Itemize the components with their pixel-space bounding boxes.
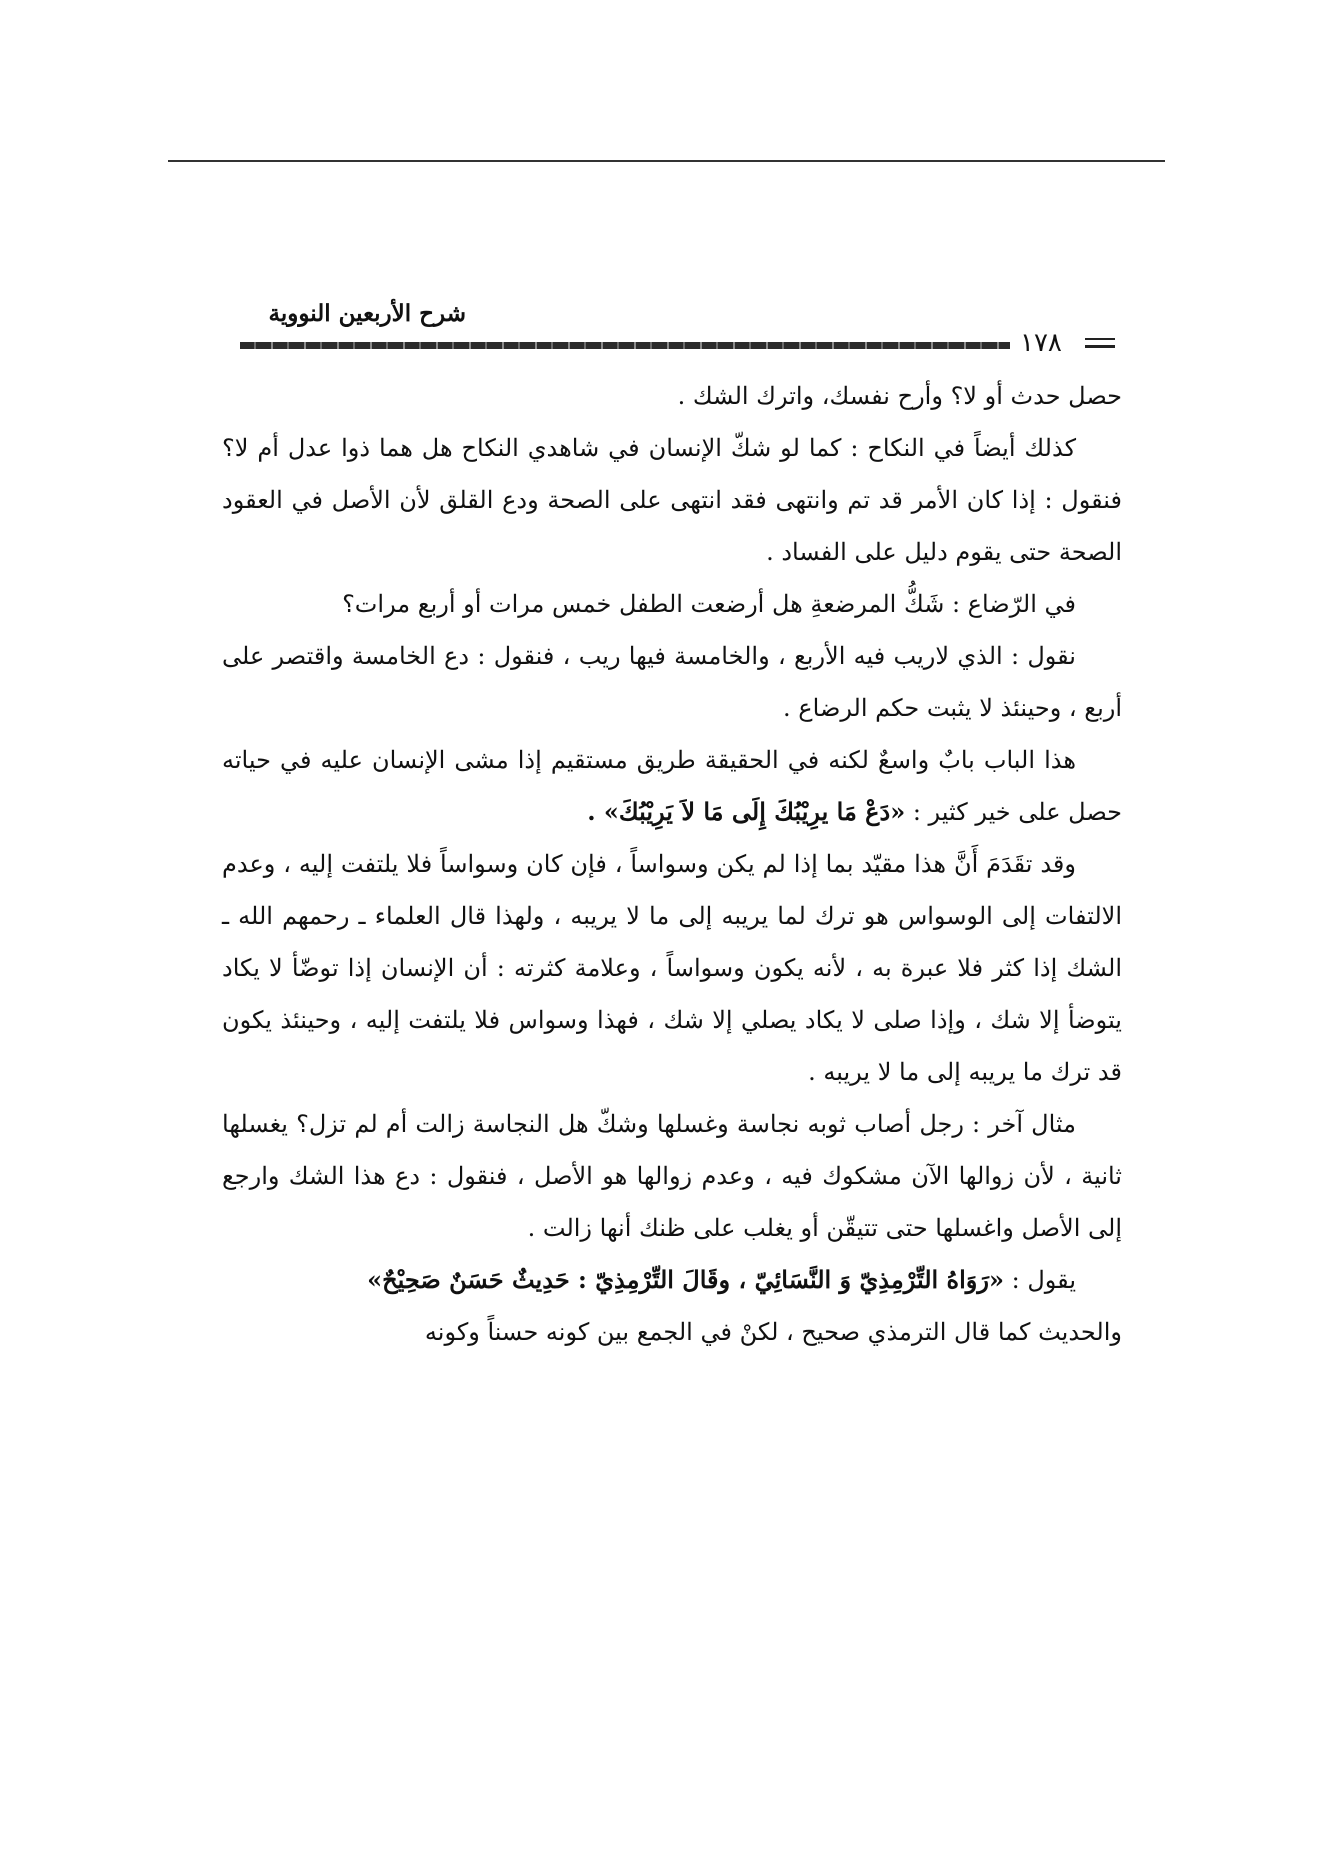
paragraph-text: كذلك أيضاً في النكاح : كما لو شكّ الإنسان في شاهدي النكاح هل هما ذوا عدل أم لا؟ فنقول : إذا كان الأمر قد تم وانتهى فقد انتهى على الصحة ودع القلق لأن الأصل في العقود الصحة حتى يقوم دليل على الفساد .	[222, 434, 1122, 566]
paragraph-text: حصل حدث أو لا؟ وأرح نفسك، واترك الشك .	[677, 382, 1122, 410]
paragraph-1	[222, 370, 1122, 422]
paragraph-5	[222, 734, 1122, 838]
paragraph-text: نقول : الذي لاريب فيه الأربع ، والخامسة فيها ريب ، فنقول : دع الخامسة واقتصر على أربع ، وحينئذ لا يثبت حكم الرضاع .	[222, 642, 1122, 722]
paragraph-text: في الرّضاع : شَكُّ المرضعةِ هل أرضعت الطفل خمس مرات أو أربع مرات؟	[342, 590, 1076, 618]
paragraph-9	[222, 1306, 1122, 1358]
paragraph-7	[222, 1098, 1122, 1254]
paragraph-text: والحديث كما قال الترمذي صحيح ، لكنْ في الجمع بين كونه حسناً وكونه	[424, 1318, 1122, 1346]
paragraph-text: وقد تقَدَمَ أَنَّ هذا مقيّد بما إذا لم يكن وسواساً ، فإن كان وسواساً فلا يلتفت إليه ، وعدم الالتفات إلى الوسواس هو ترك لما يريبه إلى ما لا يريبه ، ولهذا قال العلماء ـ رحمهم الله ـ الشك إذا كثر فلا عبرة به ، لأنه يكون وسواساً ، وعلامة كثرته : أن الإنسان إذا توضّأ لا يكاد يتوضأ إلا شك ، وإذا صلى لا يكاد يصلي إلا شك ، فهذا وسواس فلا يلتفت إليه ، وحينئذ يكون قد ترك ما يريبه إلى ما لا يريبه .	[222, 850, 1122, 1086]
running-title: شرح الأربعين النووية	[268, 300, 466, 327]
page-number-mark	[1085, 338, 1115, 348]
paragraph-text: هذا الباب بابٌ واسعٌ لكنه في الحقيقة طريق مستقيم إذا مشى الإنسان عليه في حياته حصل على خير كثير :	[222, 746, 1122, 826]
paragraph-3	[222, 578, 1122, 630]
paragraph-2	[222, 422, 1122, 578]
page-number: ١٧٨	[1020, 328, 1062, 358]
paragraph-8	[222, 1254, 1122, 1306]
narration-quote: «رَوَاهُ التِّرْمِذِيّ وَ النَّسَائِيّ ، وقَالَ التِّرْمِذِيّ : حَدِيثٌ حَسَنٌ صَحِيْحٌ»	[367, 1265, 1004, 1294]
top-rule	[168, 160, 1165, 162]
paragraph-text: يقول :	[1011, 1266, 1076, 1294]
paragraph-text: مثال آخر : رجل أصاب ثوبه نجاسة وغسلها وشكّ هل النجاسة زالت أم لم تزل؟ يغسلها ثانية ، لأن زوالها الآن مشكوك فيه ، وعدم زوالها هو الأصل ، فنقول : دع هذا الشك وارجع إلى الأصل واغسلها حتى تتيقّن أو يغلب على ظنك أنها زالت .	[222, 1110, 1122, 1242]
header-band	[240, 342, 1010, 349]
body-text	[222, 370, 1122, 1358]
hadith-quote: «دَعْ مَا يرِيْبُكَ إِلَى مَا لاَ يَرِيْبُكَ» .	[587, 797, 906, 826]
paragraph-6	[222, 838, 1122, 1098]
paragraph-4	[222, 630, 1122, 734]
